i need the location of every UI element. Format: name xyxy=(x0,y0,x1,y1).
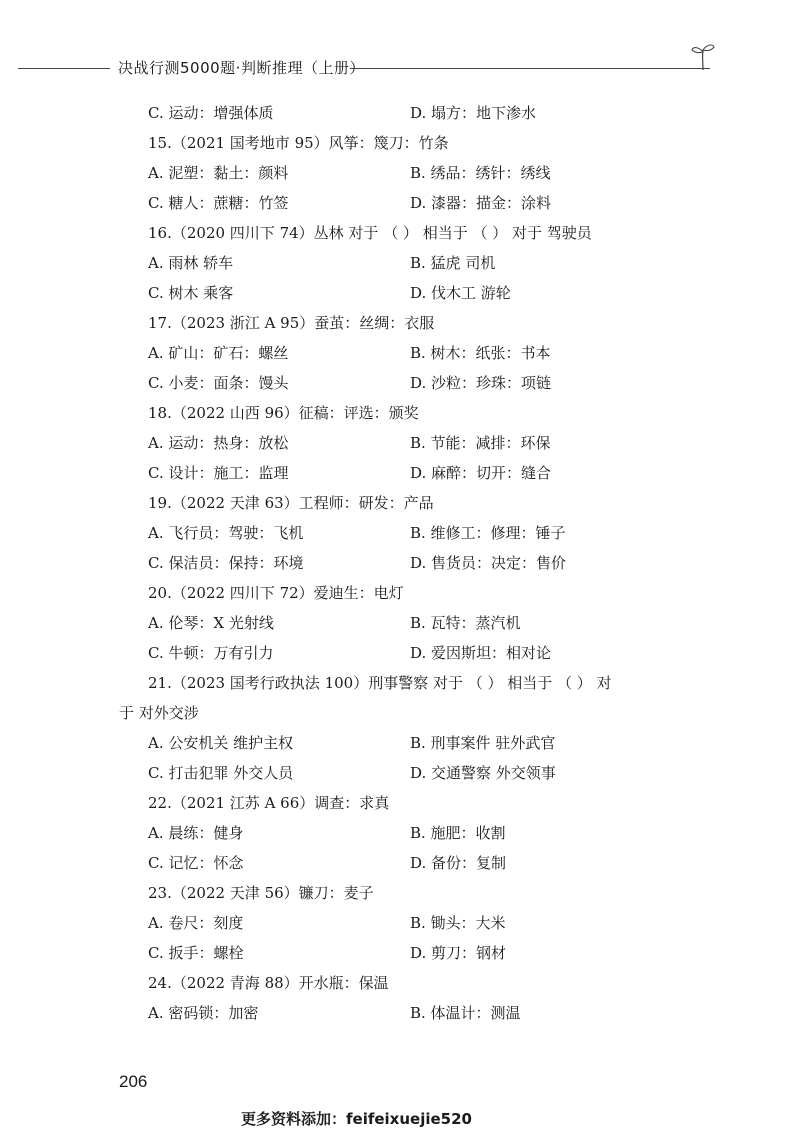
option-left: C. 记忆：怀念 xyxy=(148,854,244,872)
option-left: A. 矿山：矿石：螺丝 xyxy=(148,344,289,362)
option-right: B. 瓦特：蒸汽机 xyxy=(410,614,521,632)
option-right: D. 爱因斯坦：相对论 xyxy=(410,644,552,662)
option-left: A. 泥塑：黏土：颜料 xyxy=(148,164,289,182)
option-right: D. 塌方：地下渗水 xyxy=(410,104,537,122)
sprout-icon xyxy=(690,42,716,72)
option-left: C. 牛顿：万有引力 xyxy=(148,644,274,662)
option-left: C. 扳手：螺栓 xyxy=(148,944,244,962)
option-right: D. 漆器：描金：涂料 xyxy=(410,194,552,212)
option-right: D. 剪刀：钢材 xyxy=(410,944,507,962)
option-left: A. 密码锁：加密 xyxy=(148,1004,259,1022)
option-right: B. 绣品：绣针：绣线 xyxy=(410,164,551,182)
option-right: B. 维修工：修理：锤子 xyxy=(410,524,566,542)
page-number: 206 xyxy=(119,1072,148,1091)
option-left: A. 晨练：健身 xyxy=(148,824,244,842)
option-left: A. 飞行员：驾驶：飞机 xyxy=(148,524,304,542)
question-stem: 23.（2022 天津 56）镰刀：麦子 xyxy=(148,884,374,902)
option-left: C. 打击犯罪 外交人员 xyxy=(148,764,294,782)
question-stem: 18.（2022 山西 96）征稿：评选：颁奖 xyxy=(148,404,419,422)
header-rule-left xyxy=(18,68,110,69)
option-right: D. 交通警察 外交领事 xyxy=(410,764,556,782)
question-stem: 17.（2023 浙江 A 95）蚕茧：丝绸：衣服 xyxy=(148,314,435,332)
option-right: D. 售货员：决定：售价 xyxy=(410,554,567,572)
option-right: B. 体温计：测温 xyxy=(410,1004,521,1022)
header-rule-right xyxy=(350,68,710,69)
question-stem: 19.（2022 天津 63）工程师：研发：产品 xyxy=(148,494,434,512)
option-right: D. 备份：复制 xyxy=(410,854,507,872)
option-right: B. 节能：减排：环保 xyxy=(410,434,551,452)
option-left: A. 运动：热身：放松 xyxy=(148,434,289,452)
option-left: A. 卷尺：刻度 xyxy=(148,914,244,932)
option-right: B. 猛虎 司机 xyxy=(410,254,496,272)
option-right: D. 沙粒：珍珠：项链 xyxy=(410,374,552,392)
question-stem: 21.（2023 国考行政执法 100）刑事警察 对于 （ ） 相当于 （ ） 对 xyxy=(148,674,612,692)
option-left: C. 运动：增强体质 xyxy=(148,104,274,122)
option-left: C. 保洁员：保持：环境 xyxy=(148,554,304,572)
option-left: C. 树木 乘客 xyxy=(148,284,234,302)
option-right: D. 伐木工 游轮 xyxy=(410,284,511,302)
running-header xyxy=(0,48,800,88)
option-left: C. 小麦：面条：馒头 xyxy=(148,374,289,392)
question-stem: 20.（2022 四川下 72）爱迪生：电灯 xyxy=(148,584,404,602)
option-left: A. 雨林 轿车 xyxy=(148,254,234,272)
option-left: A. 伦琴：X 光射线 xyxy=(148,614,274,632)
question-stem: 22.（2021 江苏 A 66）调查：求真 xyxy=(148,794,390,812)
footer-note: 更多资料添加：feifeixuejie520 xyxy=(241,1110,472,1128)
option-right: B. 施肥：收割 xyxy=(410,824,506,842)
book-title: 决战行测5000题·判断推理（上册） xyxy=(118,59,365,77)
question-continuation: 于 对外交涉 xyxy=(119,704,199,722)
option-right: B. 锄头：大米 xyxy=(410,914,506,932)
question-stem: 15.（2021 国考地市 95）风筝：篾刀：竹条 xyxy=(148,134,449,152)
option-left: C. 设计：施工：监理 xyxy=(148,464,289,482)
option-left: A. 公安机关 维护主权 xyxy=(148,734,294,752)
question-stem: 24.（2022 青海 88）开水瓶：保温 xyxy=(148,974,389,992)
question-stem: 16.（2020 四川下 74）丛林 对于 （ ） 相当于 （ ） 对于 驾驶员 xyxy=(148,224,592,242)
option-right: B. 刑事案件 驻外武官 xyxy=(410,734,556,752)
option-right: B. 树木：纸张：书本 xyxy=(410,344,551,362)
option-right: D. 麻醉：切开：缝合 xyxy=(410,464,552,482)
option-left: C. 糖人：蔗糖：竹签 xyxy=(148,194,289,212)
